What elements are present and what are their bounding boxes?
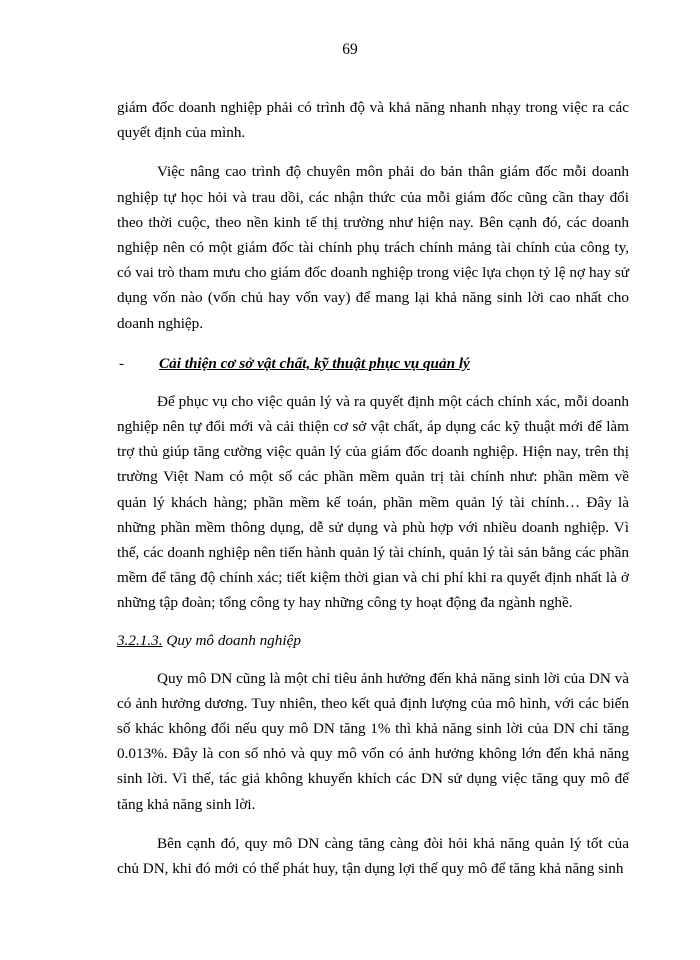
section-heading xyxy=(117,351,629,376)
paragraph-infrastructure: Để phục vụ cho việc quản lý và ra quyết định một cách chính xác, mỗi doanh nghiệp nên tự đổi mới và cải thiện cơ sở vật chất, áp dụng các kỹ thuật mới để làm trợ thủ giúp tăng cường việc quản lý của giám đốc doanh nghiệp. Hiện nay, trên thị trường Việt Nam có một số các phần mềm quản trị tài chính như: phần mềm về quản lý khách hàng; phần mềm kế toán, phần mềm quản lý tài chính… Đây là những phần mềm thông dụng, dễ sử dụng và phù hợp với nhiều doanh nghiệp. Vì thế, các doanh nghiệp nên tiến hành quản lý tài chính, quản lý tài sản bằng các phần mềm để tăng độ chính xác; tiết kiệm thời gian và chi phí khi ra quyết định nhất là ở những tập đoàn; tổng công ty hay những công ty hoạt động đa ngành nghề. xyxy=(117,392,629,612)
paragraph-director-training: Việc nâng cao trình độ chuyên môn phải do bản thân giám đốc mỗi doanh nghiệp tự học hỏi và trau dồi, các nhận thức của mỗi giám đốc cũng cần thay đổi theo thời cuộc, theo nền kinh tế thị trường như hiện nay. Bên cạnh đó, các doanh nghiệp nên có một giám đốc tài chính phụ trách chính mảng tài chính của công ty, có vai trò tham mưu cho giám đốc doanh nghiệp trong việc lựa chọn tỷ lệ nợ hay sử dụng vốn nào (vốn chủ hay vốn vay) để mang lại khả năng sinh lời cao nhất cho doanh nghiệp. xyxy=(117,163,629,332)
heading-title: Cải thiện cơ sở vật chất, kỹ thuật phục vụ quản lý xyxy=(159,354,470,372)
subsection-heading xyxy=(117,628,629,653)
paragraph-continuation: giám đốc doanh nghiệp phải có trình độ và khả năng nhanh nhạy trong việc ra các quyết định của mình. xyxy=(117,99,629,142)
paragraph-management: Bên cạnh đó, quy mô DN càng tăng càng đòi hỏi khả năng quản lý tốt của chủ DN, khi đó mới có thể phát huy, tận dụng lợi thế quy mô để tăng khả năng sinh xyxy=(117,834,629,878)
page-number: 69 xyxy=(342,41,358,58)
page-body xyxy=(117,95,629,881)
heading-bullet: - xyxy=(119,354,125,372)
paragraph-firm-size: Quy mô DN cũng là một chỉ tiêu ảnh hưởng đến khả năng sinh lời của DN và có ảnh hưởng dương. Tuy nhiên, theo kết quả định lượng của mô hình, với các biến số khác không đổi nếu quy mô DN tăng 1% thì khả năng sinh lời của DN chỉ tăng 0.013%. Đây là con số nhỏ và quy mô vốn có ảnh hưởng không lớn đến khả năng sinh lời. Vì thế, tác giả không khuyến khích các DN sử dụng việc tăng quy mô để tăng khả năng sinh lời. xyxy=(117,669,629,813)
subsection-number: 3.2.1.3. xyxy=(117,631,163,649)
subsection-title: Quy mô doanh nghiệp xyxy=(166,631,301,649)
